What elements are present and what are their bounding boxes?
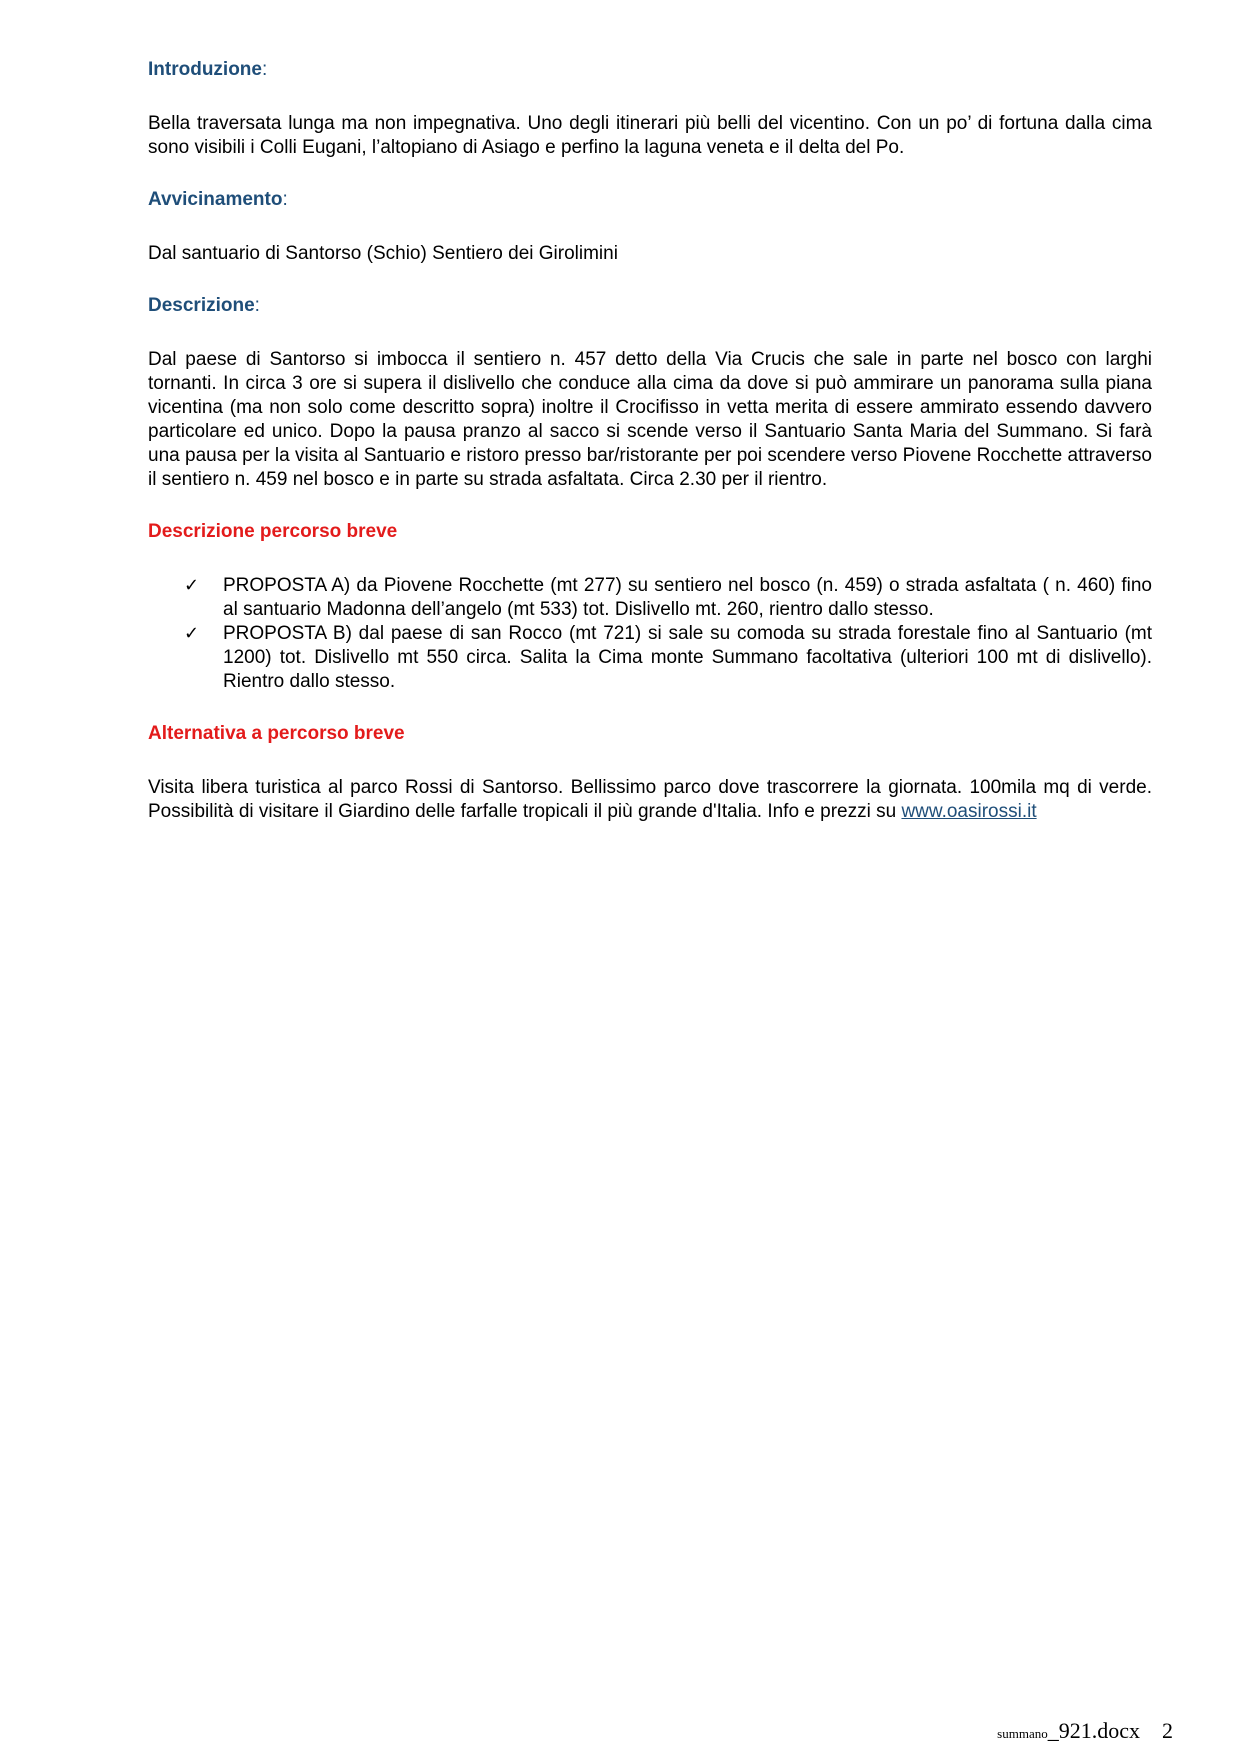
footer-file-suffix: _921.docx [1047, 1718, 1140, 1743]
heading-introduzione [148, 58, 1152, 82]
heading-descrizione-text: Descrizione [148, 295, 255, 316]
descrizione-text: Dal paese di Santorso si imbocca il sentiero n. 457 detto della Via Crucis che sale in parte nel bosco con larghi tornanti. In circa 3 ore si supera il dislivello che conduce alla cima da dove si può ammirare un panorama sulla piana vicentina (ma non solo come descritto sopra) inoltre il Crocifisso in vetta merita di essere ammirato essendo davvero particolare ed unico. Dopo la pausa pranzo al sacco si scende verso il Santuario Santa Maria del Summano. Si farà una pausa per la visita al Santuario e ristoro presso bar/ristorante per poi scendere verso Piovene Rocchette attraverso il sentiero n. 459 nel bosco e in parte su strada asfaltata. Circa 2.30 per il rientro. [148, 349, 1152, 490]
list-item [148, 622, 1152, 694]
heading-alternativa: Alternativa a percorso breve [148, 723, 405, 744]
introduzione-text: Bella traversata lunga ma non impegnativa. Uno degli itinerari più belli del vicentino. Con un po’ di fortuna dalla cima sono visibili i Colli Eugani, l’altopiano di Asiago e perfino la laguna veneta e il delta del Po. [148, 113, 1152, 158]
list-item [148, 574, 1152, 622]
document-body [148, 58, 1152, 824]
percorso-breve-list [148, 574, 1152, 694]
heading-colon: : [254, 295, 260, 316]
heading-introduzione-text: Introduzione [148, 59, 262, 80]
proposta-b-text: PROPOSTA B) dal paese di san Rocco (mt 721) si sale su comoda su strada forestale fino al Santuario (mt 1200) tot. Dislivello mt 550 circa. Salita la Cima monte Summano facoltativa (ulteriori 100 mt di dislivello). Rientro dallo stesso. [223, 623, 1152, 692]
proposta-a-text: PROPOSTA A) da Piovene Rocchette (mt 277) su sentiero nel bosco (n. 459) o strada asfaltata ( n. 460) fino al santuario Madonna dell’angelo (mt 533) tot. Dislivello mt. 260, rientro dallo stesso. [223, 575, 1152, 620]
page-number: 2 [1162, 1718, 1173, 1743]
page-footer [997, 1718, 1173, 1744]
heading-colon: : [261, 59, 268, 80]
oasirossi-link[interactable]: www.oasirossi.it [901, 801, 1037, 822]
heading-avvicinamento [148, 188, 1152, 212]
heading-percorso-breve: Descrizione percorso breve [148, 521, 398, 542]
checkmark-icon: ✓ [184, 623, 200, 644]
avvicinamento-text: Dal santuario di Santorso (Schio) Sentiero dei Girolimini [148, 243, 618, 264]
footer-file-prefix: summano [997, 1726, 1048, 1741]
heading-descrizione [148, 294, 1152, 318]
heading-colon: : [282, 189, 288, 210]
checkmark-icon: ✓ [184, 575, 200, 596]
alternativa-paragraph [148, 776, 1152, 824]
heading-avvicinamento-text: Avvicinamento [148, 189, 283, 210]
alternativa-text: Visita libera turistica al parco Rossi di Santorso. Bellissimo parco dove trascorrere la giornata. 100mila mq di verde. Possibilità di visitare il Giardino delle farfalle tropicali il più grande d'Italia. Info e prezzi su [148, 777, 1152, 822]
